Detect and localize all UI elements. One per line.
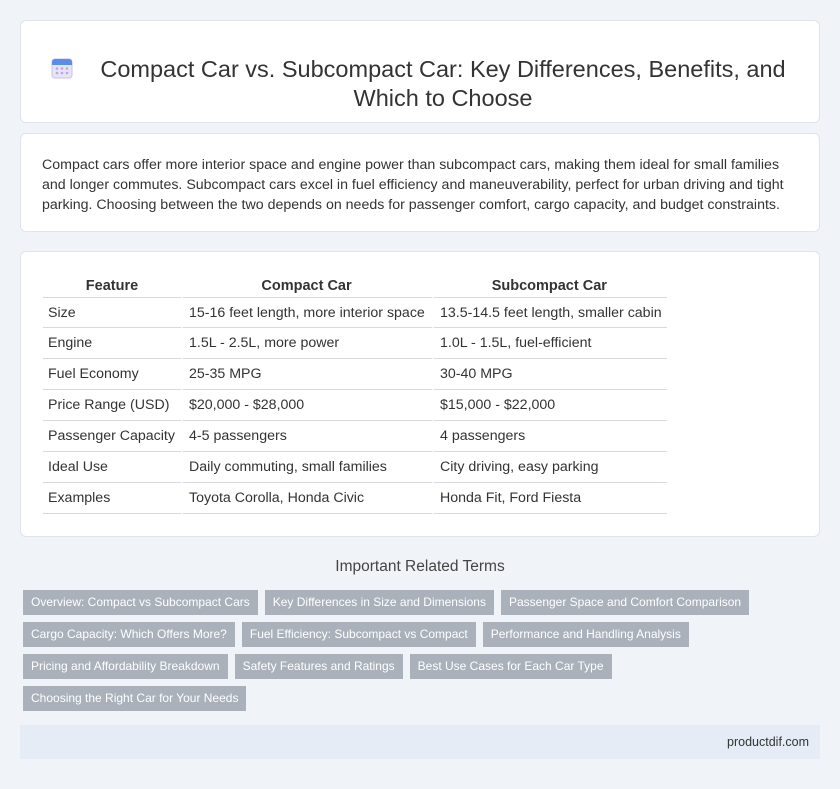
- cell-feature: Passenger Capacity: [43, 421, 181, 452]
- related-term-tag[interactable]: Fuel Efficiency: Subcompact vs Compact: [242, 622, 476, 647]
- intro-card: [20, 133, 820, 232]
- footer-site-link[interactable]: productdif.com: [727, 735, 809, 749]
- calendar-icon: [50, 56, 74, 80]
- cell-compact: 1.5L - 2.5L, more power: [181, 328, 432, 359]
- table-row: [43, 328, 667, 359]
- cell-feature: Engine: [43, 328, 181, 359]
- table-header-row: [43, 273, 667, 297]
- comparison-card: [20, 251, 820, 537]
- cell-feature: Ideal Use: [43, 452, 181, 483]
- footer: [20, 725, 820, 759]
- related-term-tag[interactable]: Passenger Space and Comfort Comparison: [501, 590, 749, 615]
- cell-feature: Size: [43, 297, 181, 328]
- table-row: [43, 297, 667, 328]
- cell-subcompact: City driving, easy parking: [432, 452, 667, 483]
- header-compact: Compact Car: [261, 278, 352, 294]
- cell-compact: 25-35 MPG: [181, 359, 432, 390]
- table-row: [43, 483, 667, 514]
- title-wrap: [50, 31, 790, 113]
- table-row: [43, 421, 667, 452]
- cell-feature: Price Range (USD): [43, 390, 181, 421]
- cell-subcompact: 1.0L - 1.5L, fuel-efficient: [432, 328, 667, 359]
- table-row: [43, 452, 667, 483]
- related-terms-title: Important Related Terms: [335, 558, 505, 575]
- related-term-tag[interactable]: Overview: Compact vs Subcompact Cars: [23, 590, 258, 615]
- related-term-tag[interactable]: Pricing and Affordability Breakdown: [23, 654, 228, 679]
- cell-subcompact: Honda Fit, Ford Fiesta: [432, 483, 667, 514]
- cell-feature: Fuel Economy: [43, 359, 181, 390]
- header-feature: Feature: [85, 278, 139, 294]
- title-card: [20, 20, 820, 123]
- cell-subcompact: 13.5-14.5 feet length, smaller cabin: [432, 297, 667, 328]
- cell-feature: Examples: [43, 483, 181, 514]
- cell-subcompact: 4 passengers: [432, 421, 667, 452]
- cell-compact: 4-5 passengers: [181, 421, 432, 452]
- header-subcompact: Subcompact Car: [491, 278, 607, 294]
- cell-compact: $20,000 - $28,000: [181, 390, 432, 421]
- page-title: Compact Car vs. Subcompact Car: Key Differences, Benefits, and Which to Choose: [100, 55, 786, 111]
- related-term-tag[interactable]: Best Use Cases for Each Car Type: [410, 654, 612, 679]
- intro-paragraph: Compact cars offer more interior space and engine power than subcompact cars, making them ideal for small families and longer commutes. Subcompact cars excel in fuel efficiency and maneuverability, perfect for urban driving and tight parking. Choosing between the two depends on needs for passenger comfort, cargo capacity, and budget constraints.: [42, 157, 784, 213]
- related-term-tag[interactable]: Performance and Handling Analysis: [483, 622, 689, 647]
- comparison-table: [43, 273, 667, 514]
- table-row: [43, 359, 667, 390]
- cell-compact: Toyota Corolla, Honda Civic: [181, 483, 432, 514]
- cell-subcompact: $15,000 - $22,000: [432, 390, 667, 421]
- cell-compact: 15-16 feet length, more interior space: [181, 297, 432, 328]
- related-term-tag[interactable]: Choosing the Right Car for Your Needs: [23, 686, 246, 711]
- cell-subcompact: 30-40 MPG: [432, 359, 667, 390]
- related-terms-tags: [23, 590, 813, 718]
- cell-compact: Daily commuting, small families: [181, 452, 432, 483]
- related-term-tag[interactable]: Key Differences in Size and Dimensions: [265, 590, 494, 615]
- related-term-tag[interactable]: Cargo Capacity: Which Offers More?: [23, 622, 235, 647]
- table-row: [43, 390, 667, 421]
- related-term-tag[interactable]: Safety Features and Ratings: [235, 654, 403, 679]
